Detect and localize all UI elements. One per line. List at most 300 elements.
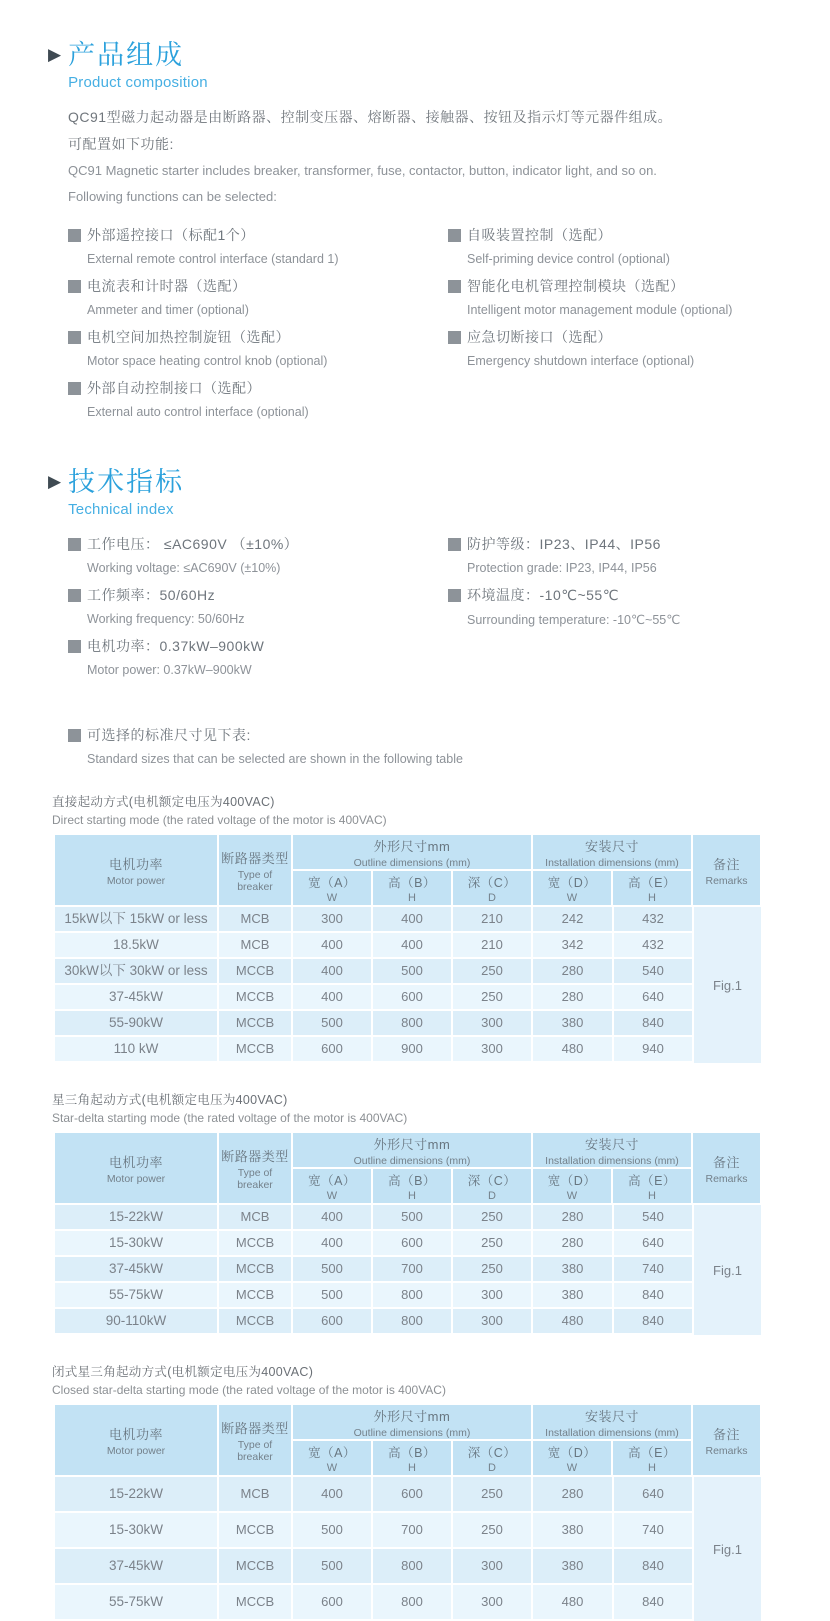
square-bullet-icon	[448, 589, 461, 602]
cell-depth-c: 250	[453, 1231, 531, 1255]
cell-depth-c: 300	[453, 1037, 531, 1061]
standard-size-note	[68, 725, 802, 766]
list-item-cn-line	[448, 534, 802, 554]
subheader-label-en: W	[566, 1189, 578, 1202]
subheader-label-cn: 高（E）	[628, 1173, 676, 1188]
paragraph-cn: QC91型磁力起动器是由断路器、控制变压器、熔断器、接触器、按钮及指示灯等元器件组成。	[68, 109, 673, 125]
spec-column-right	[448, 534, 802, 687]
cell-height-e: 640	[614, 1477, 692, 1511]
list-item-label-en: Emergency shutdown interface (optional)	[467, 354, 695, 368]
cell-width-d: 280	[533, 1477, 612, 1511]
arrow-right-icon: ▶	[48, 45, 62, 64]
subheader-row-install	[533, 1169, 691, 1203]
cell-width-d: 280	[533, 1231, 612, 1255]
table-row	[55, 1205, 692, 1229]
table-row	[55, 1585, 692, 1619]
cell-width-a: 400	[293, 1231, 371, 1255]
table-group-star-delta	[52, 1090, 802, 1335]
cell-width-d: 380	[533, 1549, 612, 1583]
list-item-label-en: Protection grade: IP23, IP44, IP56	[467, 561, 657, 575]
list-item-cn-line	[448, 276, 802, 296]
table-row	[55, 959, 692, 983]
cell-height-b: 500	[373, 1205, 451, 1229]
cell-breaker-type: MCCB	[219, 1037, 291, 1061]
cell-motor-power: 15-30kW	[55, 1513, 217, 1547]
cell-breaker-type: MCB	[219, 933, 291, 957]
list-item-label-cn: 电机空间加热控制旋钮（选配）	[87, 329, 290, 345]
list-item-cn-line	[68, 225, 448, 245]
square-bullet-icon	[68, 280, 81, 293]
square-bullet-icon	[68, 331, 81, 344]
header-label-cn: 电机功率	[108, 856, 163, 872]
list-item-cn-line	[68, 585, 448, 605]
cell-height-e: 840	[614, 1283, 692, 1307]
subheader-label-cn: 深（C）	[467, 1445, 517, 1460]
table-subheader-cell	[293, 1169, 371, 1203]
group-label-outline	[293, 1405, 531, 1439]
list-item-label-en: External remote control interface (standard 1)	[87, 252, 339, 266]
list-item-cn-line	[68, 378, 448, 398]
header-label-cn: 断路器类型	[221, 1420, 289, 1436]
header-label-en: Type of breaker	[237, 868, 273, 893]
header-label-en: Type of breaker	[237, 1438, 273, 1463]
subheader-label-en: H	[648, 1189, 656, 1202]
header-label-cn: 电机功率	[108, 1154, 163, 1170]
list-item-label-cn: 工作频率：50/60Hz	[87, 587, 216, 603]
subheader-label-en: H	[408, 1461, 416, 1474]
table-row	[55, 1549, 692, 1583]
table-subheader-cell	[293, 1441, 371, 1475]
paragraph-cn: 可配置如下功能:	[68, 136, 174, 152]
cell-height-e: 540	[614, 1205, 692, 1229]
list-item-label-cn: 环境温度：-10℃~55℃	[467, 587, 619, 603]
remark-figure-cell: Fig.1	[694, 1205, 761, 1335]
cell-height-e: 432	[614, 907, 692, 931]
square-bullet-icon	[448, 280, 461, 293]
cell-height-b: 400	[373, 933, 451, 957]
header-label-en: Type of breaker	[237, 1166, 273, 1191]
table-rows	[55, 907, 692, 1063]
subheader-label-cn: 高（B）	[388, 1445, 436, 1460]
cell-width-a: 500	[293, 1549, 371, 1583]
cell-height-e: 840	[614, 1309, 692, 1333]
feature-column-left	[68, 225, 448, 429]
list-item-cn-line	[68, 327, 448, 347]
cell-height-e: 840	[614, 1011, 692, 1035]
subheader-label-cn: 深（C）	[467, 1173, 517, 1188]
cell-motor-power: 55-75kW	[55, 1283, 217, 1307]
paragraph-en: QC91 Magnetic starter includes breaker, transformer, fuse, contactor, button, indicator light, and so on.	[68, 163, 657, 178]
note-label-cn: 可选择的标准尺寸见下表:	[87, 727, 251, 743]
table-row	[55, 1513, 692, 1547]
cell-depth-c: 250	[453, 1477, 531, 1511]
list-item-label-cn: 应急切断接口（选配）	[467, 329, 612, 345]
header-label-en: Installation dimensions (mm)	[545, 1154, 679, 1167]
cell-height-e: 640	[614, 985, 692, 1009]
cell-height-b: 800	[373, 1549, 451, 1583]
table-group-direct-starting	[52, 792, 802, 1063]
cell-breaker-type: MCB	[219, 1477, 291, 1511]
list-item	[448, 327, 802, 368]
list-item-label-en: Motor space heating control knob (optional)	[87, 354, 328, 368]
subheader-label-en: D	[488, 1189, 496, 1202]
cell-height-b: 600	[373, 1231, 451, 1255]
list-item	[448, 585, 802, 627]
table-body	[55, 907, 761, 1063]
remark-figure-cell: Fig.1	[694, 1477, 761, 1621]
header-label-cn: 电机功率	[108, 1426, 163, 1442]
square-bullet-icon	[68, 382, 81, 395]
header-remarks	[693, 1133, 760, 1203]
header-label-cn: 外形尺寸mm	[373, 838, 451, 854]
cell-motor-power: 55-75kW	[55, 1585, 217, 1619]
subheader-label-en: W	[326, 891, 338, 904]
square-bullet-icon	[68, 729, 81, 742]
subheader-label-en: H	[408, 891, 416, 904]
cell-motor-power: 18.5kW	[55, 933, 217, 957]
cell-depth-c: 250	[453, 985, 531, 1009]
cell-motor-power: 15-22kW	[55, 1477, 217, 1511]
cell-width-a: 600	[293, 1309, 371, 1333]
cell-motor-power: 15-22kW	[55, 1205, 217, 1229]
table-subheader-cell	[453, 871, 531, 905]
cell-motor-power: 37-45kW	[55, 1257, 217, 1281]
list-item-cn-line	[68, 636, 448, 656]
cell-width-d: 480	[533, 1037, 612, 1061]
cell-width-a: 500	[293, 1513, 371, 1547]
subheader-label-cn: 高（E）	[628, 1445, 676, 1460]
list-item-label-cn: 自吸装置控制（选配）	[467, 227, 612, 243]
header-label-cn: 安装尺寸	[584, 1136, 639, 1152]
table-row	[55, 907, 692, 931]
list-item-cn-line	[448, 327, 802, 347]
cell-width-d: 342	[533, 933, 612, 957]
subheader-label-cn: 宽（A）	[308, 1445, 356, 1460]
dimensions-table	[55, 835, 761, 1063]
cell-motor-power: 55-90kW	[55, 1011, 217, 1035]
list-item-cn-line	[448, 225, 802, 245]
cell-breaker-type: MCCB	[219, 959, 291, 983]
list-item-cn-line	[68, 534, 448, 554]
table-subheader-cell	[373, 871, 451, 905]
subheader-row-outline	[293, 1169, 531, 1203]
list-item	[68, 534, 448, 575]
subheader-label-cn: 高（B）	[388, 875, 436, 890]
header-group-install	[533, 1133, 691, 1203]
cell-motor-power: 110 kW	[55, 1037, 217, 1061]
cell-width-d: 480	[533, 1309, 612, 1333]
cell-width-d: 380	[533, 1513, 612, 1547]
subheader-label-cn: 高（B）	[388, 1173, 436, 1188]
subheader-label-cn: 高（E）	[628, 875, 676, 890]
header-breaker-type	[219, 835, 291, 905]
section-title-block	[68, 40, 208, 91]
group-label-install	[533, 1405, 691, 1439]
cell-width-a: 300	[293, 907, 371, 931]
cell-width-d: 280	[533, 1205, 612, 1229]
cell-breaker-type: MCCB	[219, 1231, 291, 1255]
group-label-outline	[293, 1133, 531, 1167]
cell-width-d: 280	[533, 959, 612, 983]
table-row	[55, 1283, 692, 1307]
list-item-label-en: Self-priming device control (optional)	[467, 252, 670, 266]
cell-breaker-type: MCCB	[219, 985, 291, 1009]
subheader-row-outline	[293, 871, 531, 905]
list-item-label-cn: 工作电压： ≤AC690V （±10%）	[87, 536, 299, 552]
table-caption-en: Direct starting mode (the rated voltage of the motor is 400VAC)	[52, 813, 387, 827]
cell-motor-power: 30kW以下 30kW or less	[55, 959, 217, 983]
dimensions-table	[55, 1405, 761, 1621]
header-label-en: Remarks	[705, 874, 748, 887]
square-bullet-icon	[448, 331, 461, 344]
cell-depth-c: 250	[453, 959, 531, 983]
table-caption-cn: 星三角起动方式(电机额定电压为400VAC)	[52, 1093, 288, 1107]
header-label-cn: 断路器类型	[221, 1148, 289, 1164]
subheader-row-install	[533, 871, 691, 905]
table-row	[55, 1257, 692, 1281]
subheader-label-cn: 宽（D）	[547, 875, 597, 890]
header-label-cn: 备注	[712, 1154, 740, 1170]
cell-width-a: 600	[293, 1585, 371, 1619]
header-label-cn: 安装尺寸	[584, 838, 639, 854]
header-label-en: Outline dimensions (mm)	[353, 1154, 471, 1167]
square-bullet-icon	[68, 229, 81, 242]
table-subheader-cell	[373, 1441, 451, 1475]
list-item-label-en: External auto control interface (optional)	[87, 405, 309, 419]
section-title-en: Technical index	[68, 501, 174, 518]
list-item-label-cn: 外部遥控接口（标配1个）	[87, 227, 255, 243]
header-group-outline	[293, 1405, 531, 1475]
header-label-en: Outline dimensions (mm)	[353, 1426, 471, 1439]
table-row	[55, 1037, 692, 1061]
subheader-label-en: D	[488, 891, 496, 904]
cell-width-d: 380	[533, 1011, 612, 1035]
subheader-label-cn: 宽（D）	[547, 1173, 597, 1188]
cell-height-b: 600	[373, 985, 451, 1009]
square-bullet-icon	[448, 538, 461, 551]
feature-column-right	[448, 225, 802, 429]
cell-breaker-type: MCCB	[219, 1011, 291, 1035]
header-group-install	[533, 835, 691, 905]
cell-height-e: 840	[614, 1549, 692, 1583]
table-subheader-cell	[453, 1441, 531, 1475]
cell-breaker-type: MCCB	[219, 1257, 291, 1281]
table-group-closed-star-delta	[52, 1362, 802, 1621]
list-item	[68, 276, 448, 317]
cell-breaker-type: MCCB	[219, 1283, 291, 1307]
table-rows	[55, 1477, 692, 1621]
list-item-label-cn: 智能化电机管理控制模块（选配）	[467, 278, 685, 294]
table-row	[55, 933, 692, 957]
cell-height-b: 800	[373, 1585, 451, 1619]
table-subheader-cell	[613, 1169, 691, 1203]
square-bullet-icon	[448, 229, 461, 242]
cell-height-e: 840	[614, 1585, 692, 1619]
header-label-cn: 断路器类型	[221, 850, 289, 866]
header-label-cn: 外形尺寸mm	[373, 1408, 451, 1424]
arrow-right-icon: ▶	[48, 472, 62, 491]
list-item	[68, 378, 448, 419]
table-row	[55, 985, 692, 1009]
cell-width-d: 480	[533, 1585, 612, 1619]
cell-breaker-type: MCCB	[219, 1513, 291, 1547]
list-item	[448, 534, 802, 575]
group-label-install	[533, 835, 691, 869]
list-item	[68, 636, 448, 677]
cell-motor-power: 37-45kW	[55, 985, 217, 1009]
subheader-label-cn: 宽（D）	[547, 1445, 597, 1460]
cell-depth-c: 300	[453, 1283, 531, 1307]
cell-motor-power: 37-45kW	[55, 1549, 217, 1583]
note-cn-line	[68, 725, 802, 745]
cell-height-b: 800	[373, 1283, 451, 1307]
cell-breaker-type: MCCB	[219, 1585, 291, 1619]
list-item	[68, 327, 448, 368]
header-label-en: Remarks	[705, 1172, 748, 1185]
header-motor-power	[55, 835, 217, 905]
table-body	[55, 1205, 761, 1335]
header-label-cn: 备注	[712, 856, 740, 872]
section-header-technical	[48, 467, 802, 518]
list-item-label-cn: 电流表和计时器（选配）	[87, 278, 247, 294]
subheader-label-en: W	[326, 1461, 338, 1474]
header-label-cn: 备注	[712, 1426, 740, 1442]
subheader-label-cn: 宽（A）	[308, 875, 356, 890]
header-label-cn: 外形尺寸mm	[373, 1136, 451, 1152]
subheader-label-en: D	[488, 1461, 496, 1474]
header-motor-power	[55, 1405, 217, 1475]
cell-height-b: 400	[373, 907, 451, 931]
subheader-row-outline	[293, 1441, 531, 1475]
list-item-cn-line	[448, 585, 802, 605]
header-label-en: Outline dimensions (mm)	[353, 856, 471, 869]
table-subheader-cell	[533, 871, 611, 905]
subheader-label-en: W	[566, 1461, 578, 1474]
cell-height-e: 640	[614, 1231, 692, 1255]
group-label-outline	[293, 835, 531, 869]
cell-width-d: 242	[533, 907, 612, 931]
header-label-en: Motor power	[106, 874, 166, 887]
cell-height-b: 900	[373, 1037, 451, 1061]
cell-breaker-type: MCB	[219, 1205, 291, 1229]
list-item-label-en: Working voltage: ≤AC690V (±10%)	[87, 561, 281, 575]
table-row	[55, 1231, 692, 1255]
header-remarks	[693, 835, 760, 905]
note-label-en: Standard sizes that can be selected are shown in the following table	[87, 752, 463, 766]
cell-depth-c: 250	[453, 1205, 531, 1229]
cell-depth-c: 250	[453, 1513, 531, 1547]
list-item-label-en: Working frequency: 50/60Hz	[87, 612, 245, 626]
header-remarks	[693, 1405, 760, 1475]
cell-depth-c: 300	[453, 1309, 531, 1333]
table-row	[55, 1309, 692, 1333]
table-row	[55, 1011, 692, 1035]
cell-depth-c: 210	[453, 933, 531, 957]
cell-width-d: 380	[533, 1283, 612, 1307]
subheader-row-install	[533, 1441, 691, 1475]
table-subheader-cell	[293, 871, 371, 905]
cell-motor-power: 15kW以下 15kW or less	[55, 907, 217, 931]
square-bullet-icon	[68, 589, 81, 602]
header-motor-power	[55, 1133, 217, 1203]
header-group-outline	[293, 1133, 531, 1203]
cell-depth-c: 300	[453, 1011, 531, 1035]
remark-figure-cell: Fig.1	[694, 907, 761, 1063]
cell-breaker-type: MCCB	[219, 1549, 291, 1583]
cell-height-b: 700	[373, 1513, 451, 1547]
list-item-label-en: Ammeter and timer (optional)	[87, 303, 249, 317]
square-bullet-icon	[68, 538, 81, 551]
table-rows	[55, 1205, 692, 1335]
cell-width-a: 600	[293, 1037, 371, 1061]
cell-height-b: 800	[373, 1309, 451, 1333]
paragraph-en: Following functions can be selected:	[68, 189, 277, 204]
list-item-label-cn: 防护等级：IP23、IP44、IP56	[467, 536, 661, 552]
spec-column-left	[68, 534, 448, 687]
table-caption-cn: 闭式星三角起动方式(电机额定电压为400VAC)	[52, 1365, 314, 1379]
cell-depth-c: 210	[453, 907, 531, 931]
cell-width-a: 500	[293, 1283, 371, 1307]
table-subheader-cell	[613, 871, 691, 905]
group-label-install	[533, 1133, 691, 1167]
section-title-block	[68, 467, 184, 518]
subheader-label-cn: 宽（A）	[308, 1173, 356, 1188]
cell-height-e: 740	[614, 1513, 692, 1547]
header-label-cn: 安装尺寸	[584, 1408, 639, 1424]
cell-breaker-type: MCB	[219, 907, 291, 931]
subheader-label-en: H	[408, 1189, 416, 1202]
header-label-en: Remarks	[705, 1444, 748, 1457]
table-subheader-cell	[533, 1169, 611, 1203]
cell-height-e: 540	[614, 959, 692, 983]
cell-height-b: 700	[373, 1257, 451, 1281]
table-subheader-cell	[613, 1441, 691, 1475]
subheader-label-en: W	[566, 891, 578, 904]
cell-width-a: 400	[293, 1205, 371, 1229]
table-subheader-cell	[533, 1441, 611, 1475]
cell-motor-power: 15-30kW	[55, 1231, 217, 1255]
list-item-label-en: Motor power: 0.37kW–900kW	[87, 663, 252, 677]
dimensions-table	[55, 1133, 761, 1335]
header-breaker-type	[219, 1133, 291, 1203]
subheader-label-cn: 深（C）	[467, 875, 517, 890]
header-group-install	[533, 1405, 691, 1475]
list-item-label-cn: 电机功率：0.37kW–900kW	[87, 638, 265, 654]
cell-height-b: 600	[373, 1477, 451, 1511]
cell-depth-c: 250	[453, 1257, 531, 1281]
list-item-label-en: Surrounding temperature: -10℃~55℃	[467, 613, 681, 627]
cell-width-a: 500	[293, 1257, 371, 1281]
list-item	[448, 276, 802, 317]
cell-width-d: 280	[533, 985, 612, 1009]
table-caption-en: Closed star-delta starting mode (the rated voltage of the motor is 400VAC)	[52, 1383, 446, 1397]
intro-paragraphs	[68, 105, 802, 209]
subheader-label-en: H	[648, 1461, 656, 1474]
table-subheader-cell	[373, 1169, 451, 1203]
section-title-en: Product composition	[68, 74, 208, 91]
list-item-cn-line	[68, 276, 448, 296]
table-body	[55, 1477, 761, 1621]
cell-depth-c: 300	[453, 1549, 531, 1583]
cell-depth-c: 300	[453, 1585, 531, 1619]
cell-height-b: 800	[373, 1011, 451, 1035]
table-header	[55, 1133, 761, 1203]
list-item-label-cn: 外部自动控制接口（选配）	[87, 380, 261, 396]
subheader-label-en: W	[326, 1189, 338, 1202]
cell-breaker-type: MCCB	[219, 1309, 291, 1333]
cell-width-a: 400	[293, 959, 371, 983]
table-subheader-cell	[453, 1169, 531, 1203]
